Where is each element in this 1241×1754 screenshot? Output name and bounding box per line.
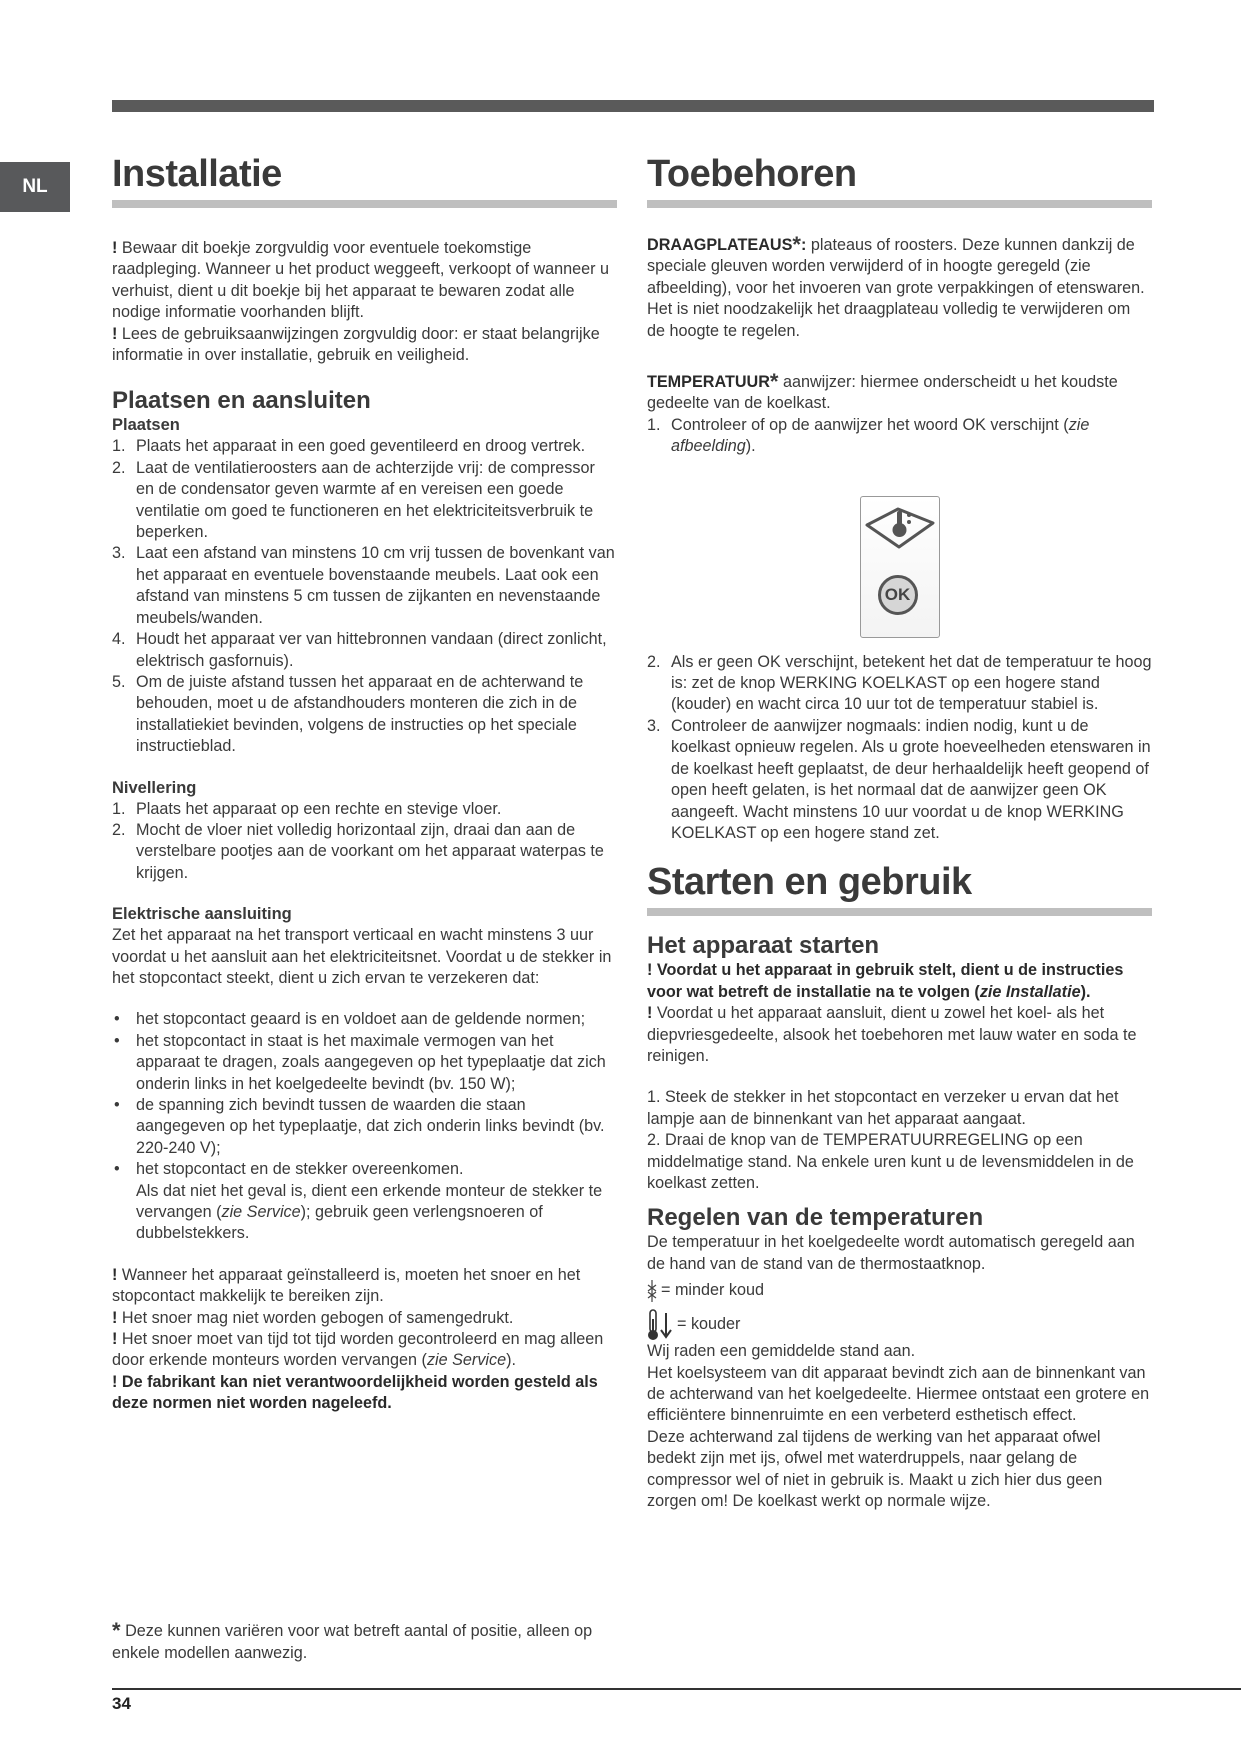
page-number: 34 [112, 1694, 131, 1713]
right-column [647, 152, 1152, 1512]
left-column [112, 152, 617, 1415]
warnings [112, 1265, 617, 1415]
list-item: 1. Plaats het apparaat in een goed geventileerd en droog vertrek. [112, 437, 586, 456]
ok-badge: OK [878, 575, 918, 615]
less-cold-label: = minder koud [661, 1281, 765, 1300]
list-item: 1. Controleer of op de aanwijzer het woord OK verschijnt (zie afbeelding). [647, 415, 1090, 456]
installatie-intro [112, 238, 617, 366]
plaatsen-subheading: Plaatsen [112, 416, 180, 435]
elektrisch-bullets [112, 1009, 617, 1244]
top-rule [112, 100, 1154, 112]
less-cold-legend [647, 1279, 1152, 1303]
elektrisch-intro: Zet het apparaat na het transport verticaal en wacht minstens 3 uur voordat u het aansluit aan het elektriciteitsnet. Voordat u de stekker in het stopcontact steekt, dient u zich ervan te verzekeren dat: [112, 926, 612, 987]
list-item: • de spanning zich bevindt tussen de waarden die staan aangegeven op het typeplaatje, dat zich onderin links bevindt (bv. 220-240 V); [114, 1096, 605, 1157]
thermometer-down-icon [647, 1309, 673, 1341]
temperature-indicator [860, 496, 940, 638]
toebehoren-title: Toebehoren [647, 152, 1152, 208]
elektrisch-subheading: Elektrische aansluiting [112, 905, 292, 924]
list-item: 5. Om de juiste afstand tussen het apparaat en de achterwand te behouden, moet u de afstandhouders monteren die zich in de installatiekiet bevinden, volgens de instructies op het speciale instructieblad. [112, 672, 584, 756]
system-text: Het koelsysteem van dit apparaat bevindt zich aan de binnenkant van de achterwand van het koelgedeelte. Hiermee ontstaat een grotere en efficiëntere binnenruimte en een verbeterd esthetisch effect. [647, 1363, 1150, 1425]
starten-step-2: 2. Draai de knop van de TEMPERATUURREGELING op een middelmatige stand. Na enkele uren kunt u de levensmiddelen in de koelkast zetten. [647, 1131, 1134, 1192]
list-item: 2. Laat de ventilatieroosters aan de achterzijde vrij: de compressor en de condensator geven warmte af en vereisen een goede ventilatie om goed te functioneren en het elektriciteitsverbruik te beperken. [112, 458, 595, 542]
list-item: 1. Plaats het apparaat op een rechte en stevige vloer. [112, 799, 502, 818]
footnote: * Deze kunnen variëren voor wat betreft aantal of positie, alleen op enkele modellen aanwezig. [112, 1618, 593, 1662]
thermometer-icon [861, 497, 939, 637]
regelen-text: De temperatuur in het koelgedeelte wordt automatisch geregeld aan de hand van de stand van de thermostaatknop. [647, 1233, 1135, 1273]
starten-subheading: Het apparaat starten [647, 932, 880, 960]
temperature-indicator-figure [647, 496, 1152, 638]
temperatuur-paragraph: TEMPERATUUR* aanwijzer: hiermee onderscheidt u het koudste gedeelte van de koelkast. [647, 369, 1118, 413]
draagplateaus-paragraph: DRAAGPLATEAUS*: plateaus of roosters. Deze kunnen dankzij de speciale gleuven worden verwijderd of in hoogte geregeld (zie afbeelding), voor het invoeren van grote verpakkingen of etenswaren. Het is niet noodzakelijk het draagplateau volledig te verwijderen om de hoogte te regelen. [647, 232, 1145, 340]
regelen-subheading: Regelen van de temperaturen [647, 1204, 984, 1232]
warning-1: ! Wanneer het apparaat geïnstalleerd is, moeten het snoer en het stopcontact makkelijk te bereiken zijn. [112, 1265, 581, 1306]
wall-text: Deze achterwand zal tijdens de werking van het apparaat ofwel bedekt zijn met ijs, ofwel met waterdruppels, naar gelang de compressor wel of niet in gebruik is. Maakt u zich hier dus geen zorgen om! De koelkast werkt op normale wijze. [647, 1427, 1103, 1511]
list-item: 3. Controleer de aanwijzer nogmaals: indien nodig, kunt u de koelkast opnieuw regelen. Als u grote hoeveelheden etenswaren in de koelkast heeft geplaatst, de deur herhaaldelijk heeft geopend of open heeft gelaten, is het normaal dat de aanwijzer geen OK aangeeft. Wacht minstens 10 uur voordat u de knop WERKING KOELKAST op een hogere stand zet. [647, 716, 1151, 842]
colder-legend [647, 1309, 1152, 1341]
starten-step-1: 1. Steek de stekker in het stopcontact en verzeker u ervan dat het lampje aan de binnenkant van het apparaat aangaat. [647, 1088, 1119, 1128]
warning-2: ! Het snoer mag niet worden gebogen of samengedrukt. [112, 1308, 514, 1327]
starten-bold-warning: ! Voordat u het apparaat in gebruik stelt, dient u de instructies voor wat betreft de installatie na te volgen (zie Installatie). [647, 961, 1124, 1001]
plaatsen-heading: Plaatsen en aansluiten [112, 387, 371, 415]
advice-text: Wij raden een gemiddelde stand aan. [647, 1342, 916, 1361]
list-item: • het stopcontact en de stekker overeenkomen. Als dat niet het geval is, dient een erkende monteur de stekker te vervangen (zie Service); gebruik geen verlengsnoeren of dubbelstekkers. [114, 1160, 603, 1243]
temperatuur-list-2 [647, 652, 1152, 845]
nivellering-list [112, 799, 617, 885]
warning-3: ! Het snoer moet van tijd tot tijd worden gecontroleerd en mag alleen door erkende monteurs worden vervangen (zie Service). [112, 1330, 604, 1370]
list-item: 3. Laat een afstand van minstens 10 cm vrij tussen de bovenkant van het apparaat en eventuele bovenstaande meubels. Laat ook een afstand van minstens 5 cm tussen de zijkanten en nevenstaande meubels/wanden. [112, 544, 615, 627]
installatie-title: Installatie [112, 152, 617, 208]
warning-4: ! De fabrikant kan niet verantwoordelijkheid worden gesteld als deze normen niet worden nageleefd. [112, 1372, 598, 1413]
plaatsen-list [112, 436, 617, 757]
list-item: 2. Mocht de vloer niet volledig horizontaal zijn, draai dan aan de verstelbare pootjes aan de voorkant om het apparaat waterpas te krijgen. [112, 820, 604, 882]
temperatuur-list-1 [647, 415, 1152, 458]
bottom-rule [112, 1688, 1241, 1690]
list-item: • het stopcontact geaard is en voldoet aan de geldende normen; [114, 1010, 586, 1029]
list-item: • het stopcontact in staat is het maximale vermogen van het apparaat te dragen, zoals aangegeven op het typeplaatje dat zich onderin links in het koelgedeelte bevindt (bv. 150 W); [114, 1031, 606, 1093]
snowflake-icon [647, 1279, 657, 1303]
intro-paragraph-2: ! Lees de gebruiksaanwijzingen zorgvuldig door: er staat belangrijke informatie in over installatie, gebruik en veiligheid. [112, 324, 600, 365]
intro-paragraph-1: ! Bewaar dit boekje zorgvuldig voor eventuele toekomstige raadpleging. Wanneer u het product weggeeft, verkoopt of wanneer u verhuist, dient u dit boekje bij het apparaat te bewaren zodat alle nodige informatie voorhanden blijft. [112, 239, 610, 322]
colder-label: = kouder [677, 1315, 741, 1334]
nivellering-subheading: Nivellering [112, 778, 197, 797]
list-item: 4. Houdt het apparaat ver van hittebronnen vandaan (direct zonlicht, elektrisch gasfornuis). [112, 630, 607, 670]
starten-title: Starten en gebruik [647, 860, 1152, 916]
list-item: 2. Als er geen OK verschijnt, betekent het dat de temperatuur te hoog is: zet de knop WERKING KOELKAST op een hogere stand (kouder) en wacht circa 10 uur tot de temperatuur stabiel is. [647, 652, 1152, 714]
starten-clean-warning: ! Voordat u het apparaat aansluit, dient u zowel het koel- als het diepvriesgedeelte, alsook het toebehoren met lauw water en soda te reinigen. [647, 1004, 1137, 1065]
language-tab: NL [0, 162, 70, 212]
